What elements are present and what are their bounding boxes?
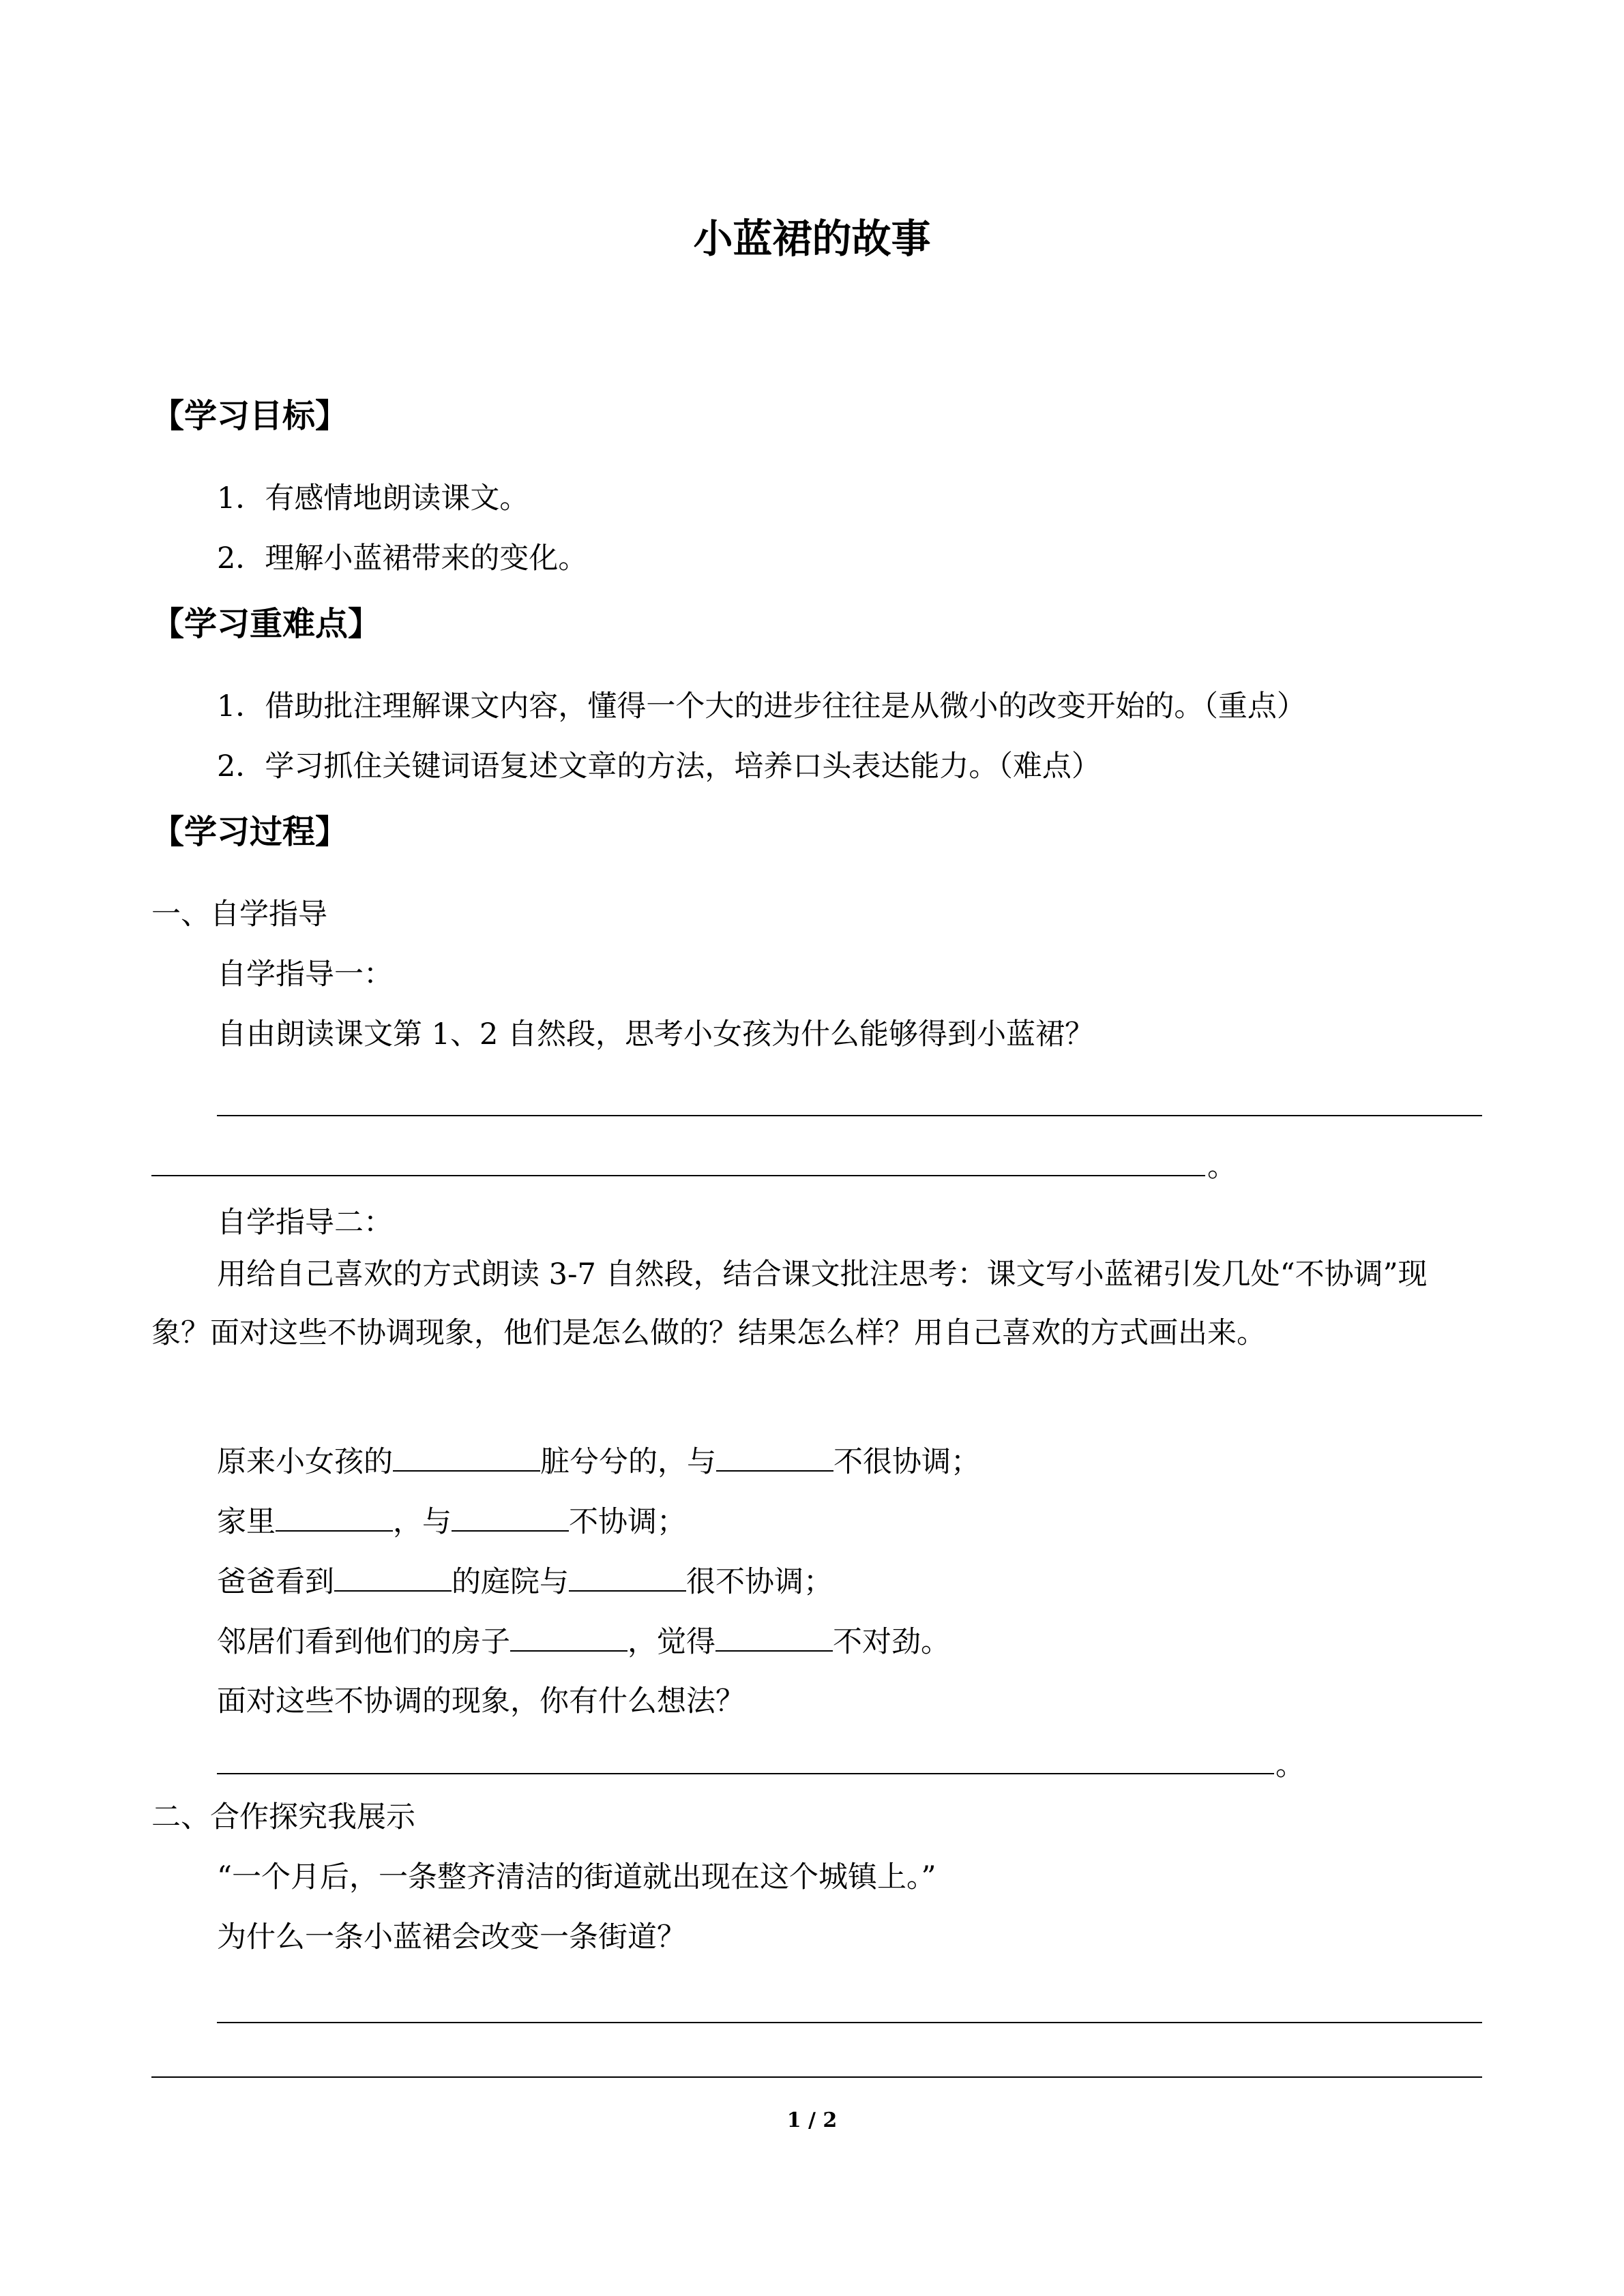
fill-blank[interactable] bbox=[276, 1500, 393, 1532]
fill-sentence-3 bbox=[217, 1560, 833, 1603]
answer-line[interactable] bbox=[217, 2022, 1482, 2023]
page-number: 1 / 2 bbox=[786, 2108, 838, 2132]
fill-blank[interactable] bbox=[510, 1620, 628, 1652]
fill-text: ，与 bbox=[393, 1505, 452, 1539]
fill-text: 家里 bbox=[217, 1505, 276, 1539]
guide1-question: 自由朗读课文第 1、2 自然段，思考小女孩为什么能够得到小蓝裙？ bbox=[217, 1017, 1095, 1052]
fill-text: 不协调； bbox=[569, 1505, 686, 1539]
footer-divider bbox=[151, 2076, 1482, 2078]
fill-text: 不对劲。 bbox=[833, 1625, 950, 1659]
answer-line[interactable] bbox=[217, 1773, 1274, 1774]
fill-blank[interactable] bbox=[393, 1440, 540, 1472]
fill-text: 爸爸看到 bbox=[217, 1565, 334, 1599]
part2-question: 为什么一条小蓝裙会改变一条街道？ bbox=[217, 1920, 686, 1954]
fill-blank[interactable] bbox=[334, 1560, 452, 1592]
fill-blank[interactable] bbox=[715, 1620, 833, 1652]
fill-text: ，觉得 bbox=[628, 1625, 715, 1659]
end-mark: 。 bbox=[1275, 1748, 1305, 1783]
fill-text: 的庭院与 bbox=[452, 1565, 569, 1599]
fill-blank[interactable] bbox=[452, 1500, 569, 1532]
guide2-text: 用给自己喜欢的方式朗读 3-7 自然段，结合课文批注思考：课文写小蓝裙引发几处“不协调”现象？面对这些不协调现象，他们是怎么做的？结果怎么样？用自己喜欢的方式画出来。 bbox=[151, 1257, 1428, 1350]
keypoint-item-2: 2．学习抓住关键词语复述文章的方法，培养口头表达能力。（难点） bbox=[217, 749, 1101, 784]
fill-sentence-4 bbox=[217, 1620, 950, 1663]
fill-blank[interactable] bbox=[569, 1560, 686, 1592]
goal-item-1: 1．有感情地朗读课文。 bbox=[217, 481, 529, 516]
answer-line[interactable] bbox=[217, 1115, 1482, 1116]
thought-question: 面对这些不协调的现象，你有什么想法？ bbox=[217, 1684, 745, 1718]
guide1-label: 自学指导一： bbox=[217, 957, 393, 992]
page-title: 小蓝裙的故事 bbox=[693, 215, 931, 262]
fill-text: 不很协调； bbox=[833, 1445, 980, 1479]
guide2-label: 自学指导二： bbox=[217, 1206, 393, 1240]
end-mark: 。 bbox=[1207, 1150, 1237, 1184]
fill-sentence-2 bbox=[217, 1500, 686, 1543]
goal-item-2: 2．理解小蓝裙带来的变化。 bbox=[217, 541, 588, 576]
part1-label: 一、自学指导 bbox=[151, 897, 327, 931]
fill-blank[interactable] bbox=[716, 1440, 833, 1472]
fill-sentence-1 bbox=[217, 1440, 980, 1483]
goals-heading: 【学习目标】 bbox=[151, 397, 349, 435]
fill-text: 原来小女孩的 bbox=[217, 1445, 393, 1479]
keypoint-item-1: 1．借助批注理解课文内容，懂得一个大的进步往往是从微小的改变开始的。（重点） bbox=[217, 689, 1306, 724]
fill-text: 邻居们看到他们的房子 bbox=[217, 1625, 510, 1659]
part2-label: 二、合作探究我展示 bbox=[151, 1800, 415, 1834]
answer-line[interactable] bbox=[151, 1175, 1205, 1176]
part2-quote: “一个月后，一条整齐清洁的街道就出现在这个城镇上。” bbox=[217, 1860, 936, 1894]
keypoints-heading: 【学习重难点】 bbox=[151, 605, 381, 643]
process-heading: 【学习过程】 bbox=[151, 813, 349, 851]
fill-text: 脏兮兮的，与 bbox=[540, 1445, 716, 1479]
fill-text: 很不协调； bbox=[686, 1565, 833, 1599]
